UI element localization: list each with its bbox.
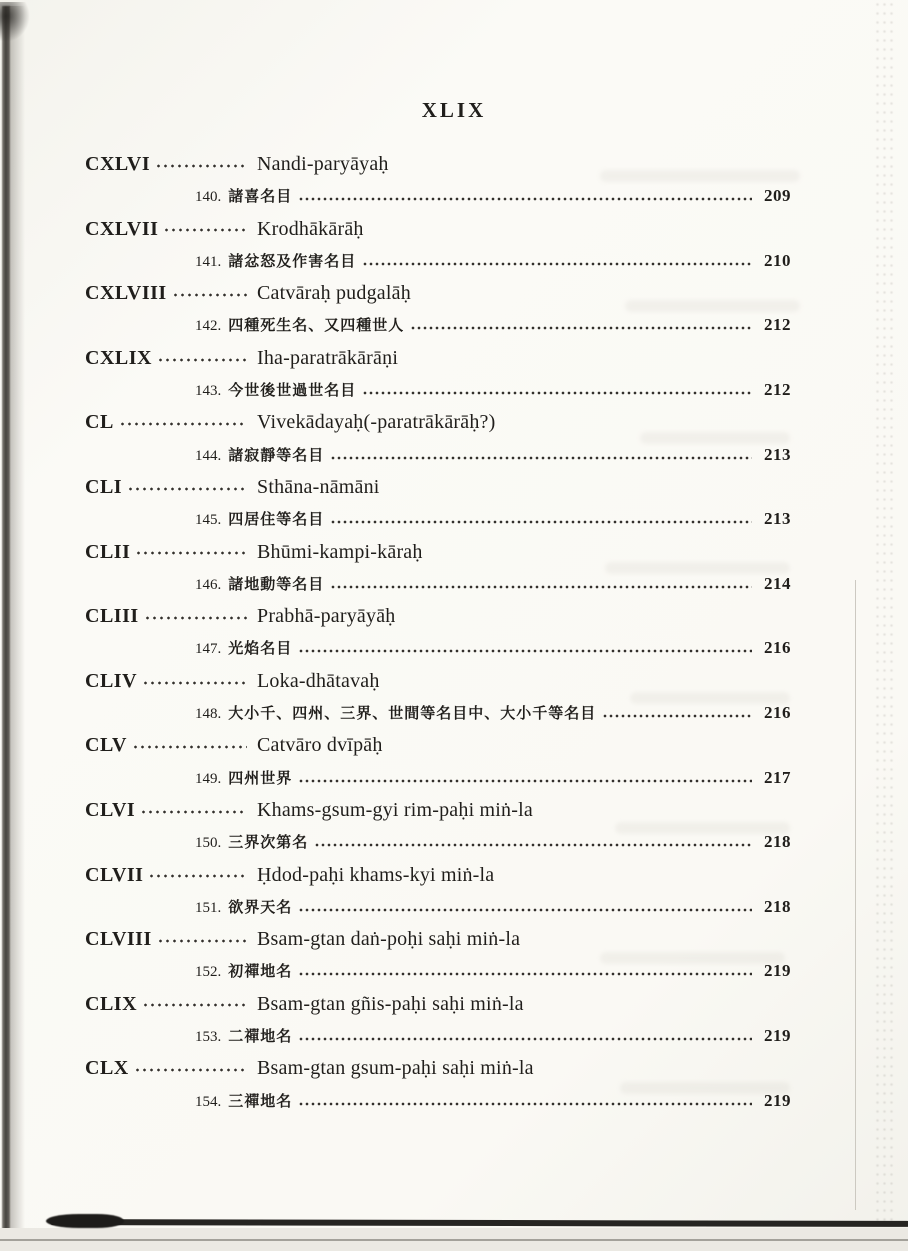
toc-entry-sub-row [85, 180, 791, 212]
entry-sub-title: 今世後世過世名目 [228, 383, 357, 400]
toc-entry [85, 988, 791, 1053]
page-leader-dots [330, 439, 752, 471]
entry-sub-title: 四居住等名目 [228, 512, 325, 529]
toc-entry [85, 277, 791, 342]
entry-roman-numeral: CLII [85, 540, 131, 563]
entry-sub-number: 142. [195, 318, 222, 335]
entry-sub-title: 二禪地名 [228, 1029, 293, 1046]
toc-entry-sub-row [85, 245, 791, 277]
entry-sub-number: 153. [195, 1029, 222, 1046]
toc-entry-title-row [85, 600, 791, 632]
scan-left-edge-soft-shadow [9, 6, 25, 1231]
toc-entry [85, 342, 791, 407]
entry-title: Bsam-gtan gñis-paḥi saḥi miṅ-la [257, 992, 524, 1015]
numeral-leader-dots [142, 988, 247, 1020]
entry-sub-title: 光焰名目 [228, 641, 293, 658]
entry-sub-number: 140. [195, 189, 222, 206]
toc-entry-sub-row [85, 697, 791, 729]
entry-roman-numeral: CLVII [85, 863, 144, 886]
entry-sub-title: 大小千、四州、三界、世間等名目中、大小千等名目 [228, 706, 597, 723]
toc-entry-sub-row [85, 955, 791, 987]
entry-roman-numeral: CLX [85, 1057, 129, 1080]
toc-entry-sub-row [85, 1085, 791, 1117]
page-leader-dots [298, 1085, 752, 1117]
numeral-leader-dots [157, 342, 247, 374]
toc-entry-numeral-column [85, 859, 257, 891]
toc-entry-sub-row [85, 309, 791, 341]
entry-roman-numeral: CLIX [85, 992, 138, 1015]
toc-entry [85, 213, 791, 278]
toc-entry-numeral-column [85, 794, 257, 826]
toc-entry-title-row [85, 148, 791, 180]
toc-entry-numeral-column [85, 471, 257, 503]
toc-entry-title-row [85, 729, 791, 761]
toc-entry-title-row [85, 1052, 791, 1084]
toc-entry-title-row [85, 471, 791, 503]
entry-page-number: 218 [764, 896, 791, 916]
scan-right-edge-speckle [874, 0, 896, 1226]
toc-entry-title-row [85, 342, 791, 374]
numeral-leader-dots [172, 277, 247, 309]
page-leader-dots [298, 1020, 752, 1052]
numeral-leader-dots [142, 665, 247, 697]
entry-sub-number: 154. [195, 1093, 222, 1110]
entry-sub-title: 欲界天名 [228, 899, 293, 916]
toc-entry-numeral-column [85, 923, 257, 955]
toc-entry-numeral-column [85, 988, 257, 1020]
entry-page-number: 212 [764, 380, 791, 400]
entry-title: Catvāraḥ pudgalāḥ [257, 282, 411, 305]
toc-entry-sub-row [85, 374, 791, 406]
entry-roman-numeral: CLV [85, 734, 127, 757]
toc-entry-numeral-column [85, 277, 257, 309]
toc-entry [85, 859, 791, 924]
toc-entry-numeral-column [85, 213, 257, 245]
toc-entry [85, 794, 791, 859]
toc-entry [85, 923, 791, 988]
toc-entry [85, 729, 791, 794]
numeral-leader-dots [127, 471, 247, 503]
entry-roman-numeral: CXLVII [85, 217, 159, 240]
toc-entry [85, 665, 791, 730]
numeral-leader-dots [157, 923, 247, 955]
toc-entry-title-row [85, 665, 791, 697]
entry-roman-numeral: CL [85, 411, 114, 434]
page-header: XLIX [421, 98, 487, 122]
entry-sub-number: 150. [195, 835, 222, 852]
entry-title: Krodhākārāḥ [257, 217, 364, 240]
toc-entry-sub-row [85, 826, 791, 858]
toc-entry-title-row [85, 988, 791, 1020]
entry-page-number: 212 [764, 315, 791, 335]
entry-page-number: 214 [764, 573, 791, 593]
page-leader-dots [298, 180, 752, 212]
entry-sub-number: 145. [195, 512, 222, 529]
scan-bottom-left-blob [46, 1214, 124, 1228]
page-leader-dots [362, 245, 752, 277]
entry-page-number: 213 [764, 444, 791, 464]
entry-roman-numeral: CLI [85, 475, 123, 498]
entry-sub-number: 141. [195, 253, 222, 270]
entry-title: Nandi-paryāyaḥ [257, 153, 389, 175]
toc-entry [85, 536, 791, 601]
entry-title: Bsam-gtan gsum-paḥi saḥi miṅ-la [257, 1057, 534, 1080]
entry-roman-numeral: CLVIII [85, 928, 152, 951]
toc-entry-title-row [85, 277, 791, 309]
toc-entry-numeral-column [85, 665, 257, 697]
toc-entry-numeral-column [85, 729, 257, 761]
entry-page-number: 219 [764, 1090, 791, 1110]
page-leader-dots [314, 826, 752, 858]
page-leader-dots [298, 632, 752, 664]
toc-entry-title-row [85, 536, 791, 568]
entry-roman-numeral: CXLVIII [85, 282, 167, 305]
entry-page-number: 216 [764, 638, 791, 658]
entry-roman-numeral: CLIV [85, 669, 138, 692]
entry-roman-numeral: CLIII [85, 605, 139, 628]
entry-sub-number: 149. [195, 770, 222, 787]
toc-entry-numeral-column [85, 148, 257, 180]
entry-sub-title: 諸寂靜等名目 [228, 447, 325, 464]
page-leader-dots [410, 309, 752, 341]
entry-sub-number: 148. [195, 706, 222, 723]
toc-entry-sub-row [85, 1020, 791, 1052]
toc-entry-numeral-column [85, 1052, 257, 1084]
toc-entry [85, 1052, 791, 1117]
toc-entry-title-row [85, 923, 791, 955]
toc-entry [85, 406, 791, 471]
toc-entry-title-row [85, 406, 791, 438]
entry-roman-numeral: CXLVI [85, 153, 151, 175]
entry-sub-title: 四州世界 [228, 770, 293, 787]
entry-sub-title: 諸忿怒及作害名目 [228, 253, 357, 270]
entry-title: Sthāna-nāmāni [257, 475, 380, 498]
numeral-leader-dots [148, 859, 247, 891]
page-leader-dots [602, 697, 752, 729]
toc-list [85, 148, 791, 1117]
toc-entry [85, 148, 791, 213]
entry-sub-number: 144. [195, 447, 222, 464]
toc-entry-sub-row [85, 503, 791, 535]
scan-top-left-smudge [0, 2, 30, 42]
entry-sub-title: 諸地動等名目 [228, 576, 325, 593]
entry-title: Iha-paratrākārāṇi [257, 346, 399, 369]
toc-entry [85, 600, 791, 665]
numeral-leader-dots [144, 600, 247, 632]
entry-roman-numeral: CXLIX [85, 346, 152, 369]
toc-entry [85, 471, 791, 536]
toc-entry-numeral-column [85, 406, 257, 438]
scan-right-fold-line [855, 580, 856, 1210]
entry-page-number: 217 [764, 767, 791, 787]
page-leader-dots [330, 503, 752, 535]
toc-entry-sub-row [85, 632, 791, 664]
entry-sub-title: 三界次第名 [228, 835, 309, 852]
numeral-leader-dots [163, 213, 247, 245]
numeral-leader-dots [135, 536, 247, 568]
entry-title: Bhūmi-kampi-kāraḥ [257, 540, 423, 563]
entry-page-number: 219 [764, 1026, 791, 1046]
toc-entry-title-row [85, 213, 791, 245]
entry-sub-title: 諸喜名目 [228, 189, 293, 206]
entry-sub-number: 151. [195, 899, 222, 916]
entry-sub-number: 147. [195, 641, 222, 658]
entry-sub-title: 三禪地名 [228, 1093, 293, 1110]
page-leader-dots [330, 568, 752, 600]
numeral-leader-dots [140, 794, 247, 826]
page-leader-dots [298, 891, 752, 923]
entry-title: Bsam-gtan daṅ-poḥi saḥi miṅ-la [257, 928, 521, 951]
numeral-leader-dots [155, 148, 247, 180]
entry-page-number: 216 [764, 703, 791, 723]
entry-sub-title: 四種死生名、又四種世人 [228, 318, 405, 335]
numeral-leader-dots [132, 729, 247, 761]
toc-entry-sub-row [85, 568, 791, 600]
toc-entry-sub-row [85, 439, 791, 471]
page-leader-dots [298, 762, 752, 794]
entry-title: Loka-dhātavaḥ [257, 669, 380, 692]
entry-sub-number: 152. [195, 964, 222, 981]
entry-sub-number: 146. [195, 576, 222, 593]
entry-title: Catvāro dvīpāḥ [257, 734, 383, 757]
numeral-leader-dots [134, 1052, 247, 1084]
entry-page-number: 209 [764, 186, 791, 206]
toc-entry-sub-row [85, 891, 791, 923]
page-leader-dots [298, 955, 752, 987]
page-leader-dots [362, 374, 752, 406]
scan-bottom-edge-line [50, 1219, 908, 1227]
toc-entry-numeral-column [85, 342, 257, 374]
entry-title: Prabhā-paryāyāḥ [257, 605, 396, 628]
toc-entry-title-row [85, 794, 791, 826]
scan-bottom-thin-line [0, 1239, 908, 1241]
entry-roman-numeral: CLVI [85, 798, 136, 821]
entry-title: Vivekādayaḥ(-paratrākārāḥ?) [257, 411, 496, 434]
entry-page-number: 213 [764, 509, 791, 529]
entry-page-number: 218 [764, 832, 791, 852]
entry-page-number: 210 [764, 250, 791, 270]
entry-page-number: 219 [764, 961, 791, 981]
toc-entry-title-row [85, 859, 791, 891]
toc-entry-numeral-column [85, 600, 257, 632]
toc-entry-numeral-column [85, 536, 257, 568]
toc-entry-sub-row [85, 762, 791, 794]
entry-title: Ḥdod-paḥi khams-kyi miṅ-la [257, 863, 495, 886]
entry-sub-number: 143. [195, 383, 222, 400]
numeral-leader-dots [119, 406, 247, 438]
entry-title: Khams-gsum-gyi rim-paḥi miṅ-la [257, 798, 533, 821]
entry-sub-title: 初禪地名 [228, 964, 293, 981]
